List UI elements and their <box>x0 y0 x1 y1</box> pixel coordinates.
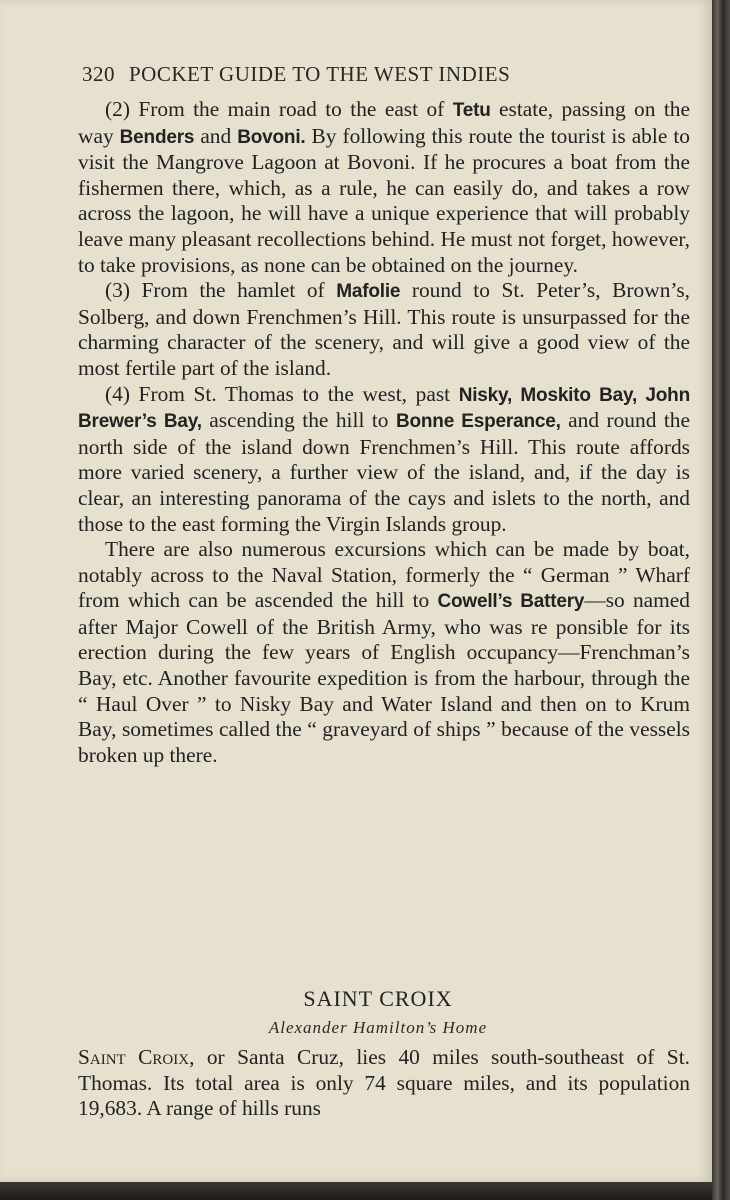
text-run: By following this route the tourist is able to visit the Mangrove Lagoon at Bovoni. If he procures a boat from the fishermen there, which, as a rule, he can easily do, and takes a row across the lagoon, he will have a unique experience that will probably leave many pleasant recollections behind. He must not forget, however, to take provisions, as none can be obtained on the journey. <box>78 123 690 277</box>
section-heading: SAINT CROIX <box>303 986 453 1011</box>
text-run: and <box>194 123 238 148</box>
lead-words: Saint Croix, <box>78 1045 195 1069</box>
section-subheading: Alexander Hamilton’s Home <box>268 1018 488 1037</box>
paragraph-saint-croix <box>78 1045 690 1122</box>
text-run: (3) From the hamlet of <box>105 278 337 303</box>
text-run: or Santa Cruz, lies 40 miles south-southeast of St. Thomas. Its total area is only 74 square miles, and its population 19,683. A range of hills runs <box>78 1045 690 1121</box>
running-header <box>82 62 682 87</box>
place-name: Cowell’s Battery <box>437 591 585 613</box>
paragraph-route-4 <box>78 382 690 538</box>
running-title: POCKET GUIDE TO THE WEST INDIES <box>129 62 511 86</box>
place-name: Nisky, Moskito Bay, John Brewer’s Bay, <box>78 384 690 433</box>
book-bottom-edge <box>0 1182 712 1200</box>
text-run: and round the north side of the island down Frenchmen’s Hill. This route affords more varied scenery, a further view of the island, and, if the day is clear, an interesting panorama of the cays and islets to the north, and those to the east forming the Virgin Islands group. <box>78 408 690 536</box>
paragraph-route-3 <box>78 278 690 381</box>
text-run: round to St. Peter’s, Brown’s, Solberg, and down Frenchmen’s Hill. This route is unsurpassed for the charming character of the scenery, and will give a good view of the most fertile part of the island. <box>78 278 690 380</box>
text-run: estate, passing on the way <box>78 97 690 148</box>
place-name: Tetu <box>452 100 491 121</box>
place-name: Bonne Esperance, <box>395 411 561 433</box>
main-text <box>78 97 690 768</box>
place-name: Mafolie <box>336 281 401 303</box>
section-text <box>78 1045 690 1122</box>
page-number: 320 <box>82 62 115 86</box>
text-run: ascending the hill to <box>201 408 396 433</box>
paragraph-route-2 <box>78 97 690 278</box>
paragraph-excursions <box>78 537 690 768</box>
text-run: There are also numerous excursions which can be made by boat, notably across to the Naval Station, formerly the “ German ” Wharf from which can be ascended the hill to <box>78 537 690 613</box>
place-name: Benders <box>119 126 195 148</box>
text-run: —so named after Major Cowell of the British Army, who was re ponsible for its erection during the few years of English occupancy—Frenchman’s Bay, etc. Another favourite expedition is from the harbour, through the “ Haul Over ” to Nisky Bay and Water Island and then on to Krum Bay, sometimes called the “ graveyard of ships ” because of the vessels broken up there. <box>78 588 690 767</box>
text-run: (4) From St. Thomas to the west, past <box>105 381 459 406</box>
place-name: Bovoni. <box>237 126 306 148</box>
book-spine-edge <box>712 0 730 1200</box>
text-run: (2) From the main road to the east of <box>105 97 453 121</box>
